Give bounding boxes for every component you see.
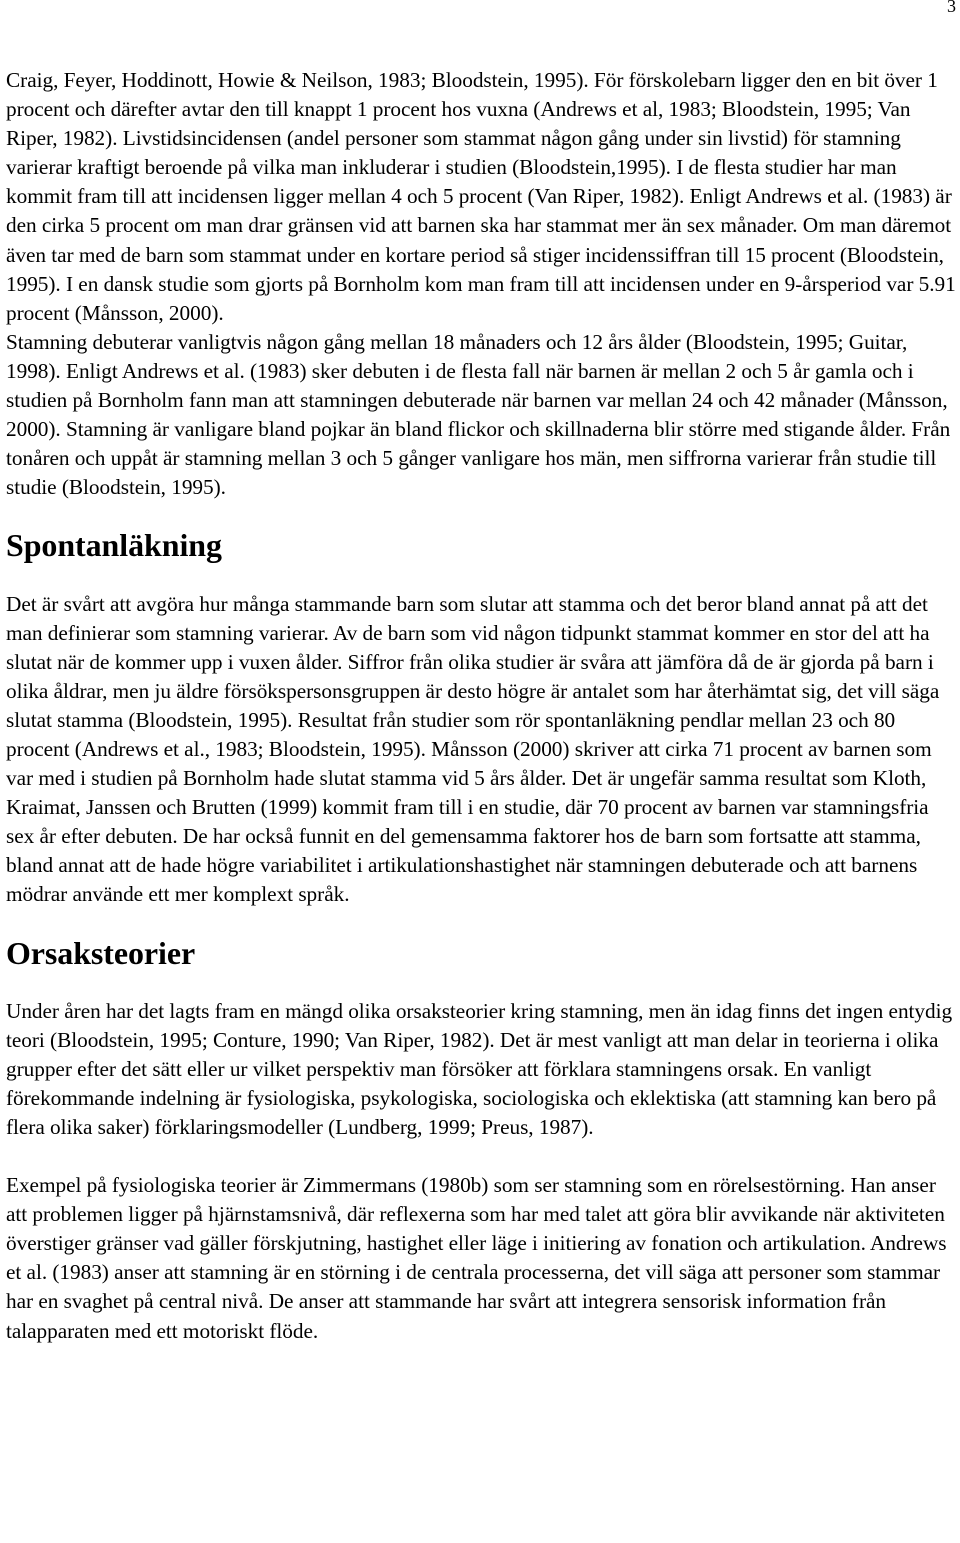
document-body [6, 66, 958, 1346]
paragraph-physiological-theories: Exempel på fysiologiska teorier är Zimmermans (1980b) som ser stamning som en rörelsestörning. Han anser att problemen ligger på hjärnstamsnivå, där reflexerna som har med talet att göra blir avvikande när aktiviteten överstiger gränser vad gäller förskjutning, hastighet eller läge i initiering av fonation och artikulation. Andrews et al. (1983) anser att stamning är en störning i de centrala processerna, det vill säga att personer som stammar har en svaghet på central nivå. De anser att stammande har svårt att integrera sensorisk information från talapparaten med ett motoriskt flöde. [6, 1173, 947, 1343]
page-number: 3 [947, 0, 956, 16]
section-heading-spontaneous-recovery: Spontanläkning [6, 528, 222, 564]
paragraph-causal-theories: Under åren har det lagts fram en mängd olika orsaksteorier kring stamning, men än idag finns det ingen entydig teori (Bloodstein, 1995; Conture, 1990; Van Riper, 1982). Det är mest vanligt att man delar in teorierna i olika grupper efter det sätt eller ur vilket perspektiv man försöker att förklara stamningens orsak. En vanligt förekommande indelning är fysiologiska, psykologiska, sociologiska och eklektiska (att stamning kan bero på flera olika saker) förklaringsmodeller (Lundberg, 1999; Preus, 1987). [6, 998, 953, 1139]
paragraph-prevalence-incidence: Craig, Feyer, Hoddinott, Howie & Neilson, 1983; Bloodstein, 1995). För förskolebarn ligger den en bit över 1 procent och därefter avtar den till knappt 1 procent hos vuxna (Andrews et al, 1983; Bloodstein, 1995; Van Riper, 1982). Livstidsincidensen (andel personer som stammat någon gång under sin livstid) för stamning varierar kraftigt beroende på vilka man inkluderar i studien (Bloodstein,1995). I de flesta studier har man kommit fram till att incidensen ligger mellan 4 och 5 procent (Van Riper, 1982). Enligt Andrews et al. (1983) är den cirka 5 procent om man drar gränsen vid att barnen ska har stammat mer än sex månader. Om man däremot även tar med de barn som stammat under en kortare period så stiger incidenssiffran till 15 procent (Bloodstein, 1995). I en dansk studie som gjorts på Bornholm kom man fram till att incidensen under en 9-årsperiod var 5.91 procent (Månsson, 2000). [6, 68, 956, 325]
section-heading-causal-theories: Orsaksteorier [6, 935, 196, 971]
paragraph-onset: Stamning debuterar vanligtvis någon gång mellan 18 månaders och 12 års ålder (Bloodstein, 1995; Guitar, 1998). Enligt Andrews et al. (1983) sker debuten i de flesta fall när barnen är mellan 2 och 5 år gamla och i studien på Bornholm fann man att stamningen debuterade när barnen var mellan 24 och 42 månader (Månsson, 2000). Stamning är vanligare bland pojkar än bland flickor och skillnaderna blir större med stigande ålder. Från tonåren och uppåt är stamning mellan 3 och 5 gånger vanligare hos män, men siffrorna varierar från studie till studie (Bloodstein, 1995). [6, 329, 951, 500]
paragraph-spontaneous-recovery: Det är svårt att avgöra hur många stammande barn som slutar att stamma och det beror bland annat på att det man definierar som stamning varierar. Av de barn som vid någon tidpunkt stammat kommer en stor del att ha slutat när de kommer upp i vuxen ålder. Siffror från olika studier är svåra att jämföra då de är gjorda på barn i olika åldrar, men ju äldre försökspersonsgruppen är desto högre är antalet som har återhämtat sig, det vill säga slutat stamma (Bloodstein, 1995). Resultat från studier som rör spontanläkning pendlar mellan 23 och 80 procent (Andrews et al., 1983; Bloodstein, 1995). Månsson (2000) skriver att cirka 71 procent av barnen som var med i studien på Bornholm hade slutat stamma vid 5 års ålder. Det är ungefär samma resultat som Kloth, Kraimat, Janssen och Brutten (1999) kommit fram till i en studie, där 70 procent av barnen var stamningsfria sex år efter debuten. De har också funnit en del gemensamma faktorer hos de barn som fortsatte att stamma, bland annat att de hade högre variabilitet i artikulationshastighet när stamningen debuterade och att barnens mödrar använde ett mer komplext språk. [6, 591, 940, 907]
